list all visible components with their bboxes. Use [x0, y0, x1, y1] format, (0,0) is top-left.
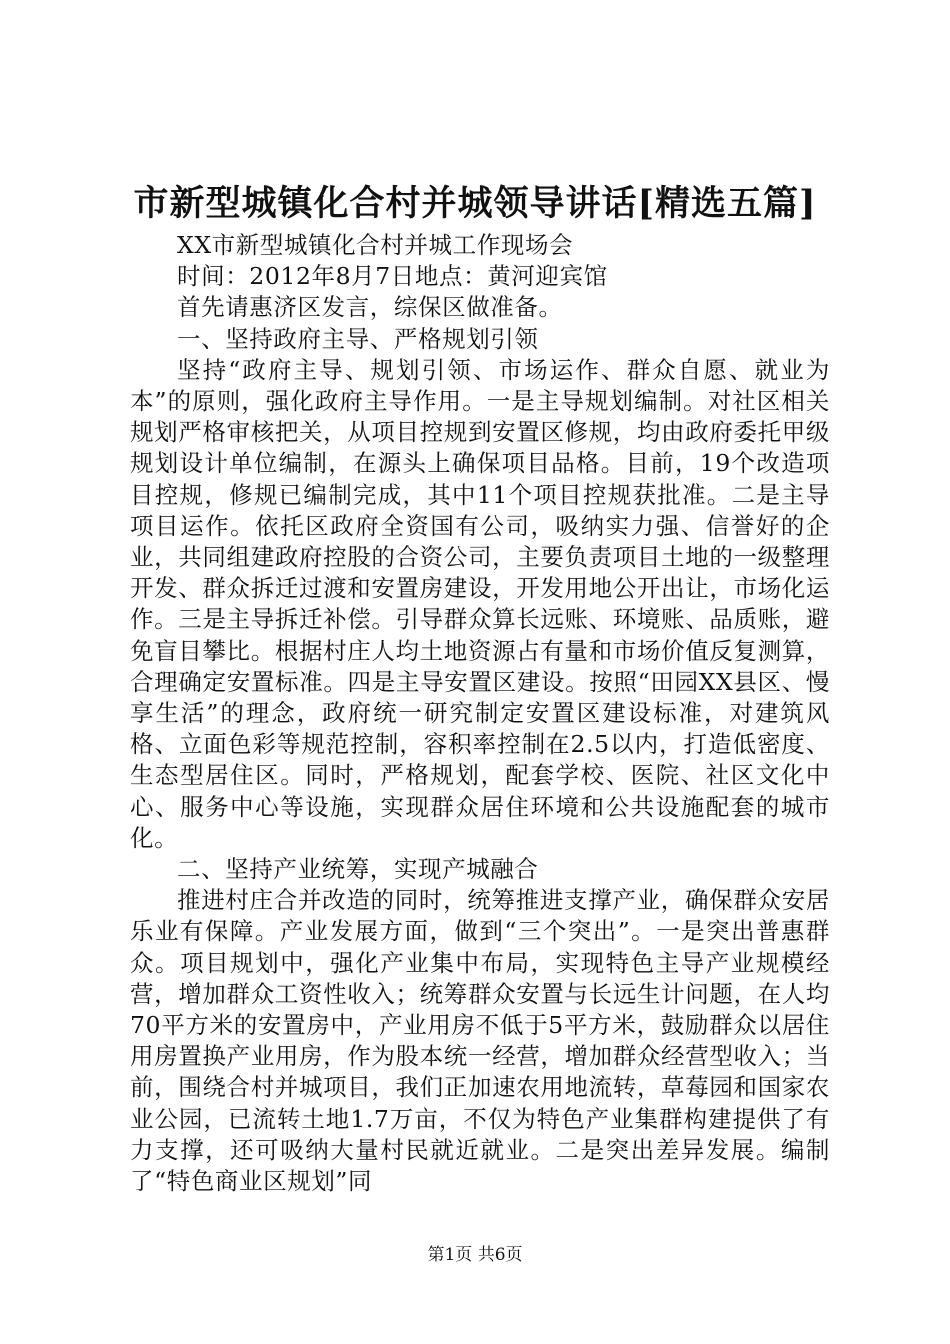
meeting-name: XX市新型城镇化合村并城工作现场会: [177, 231, 574, 259]
page-footer: 第1页 共6页: [427, 1245, 523, 1265]
document-title: 市新型城镇化合村并城领导讲话[精选五篇]: [133, 183, 817, 224]
section-heading-1: 一、坚持政府主导、严格规划引领: [177, 324, 539, 353]
meeting-time-place: 时间：2012年8月7日地点：黄河迎宾馆: [177, 262, 608, 291]
document-body: [130, 230, 830, 1197]
opening-line: 首先请惠济区发言，综保区做准备。: [177, 293, 563, 322]
section-heading-2: 二、坚持产业统筹，实现产城融合: [177, 855, 539, 884]
section-paragraph-1: 坚持“政府主导、规划引领、市场运作、群众自愿、就业为本”的原则，强化政府主导作用。一是主导规划编制。对社区相关规划严格审核把关，从项目控规到安置区修规，均由政府委托甲级规划设计单位编制，在源头上确保项目品格。目前，19个改造项目控规，修规已编制完成，其中11个项目控规获批准。二是主导项目运作。依托区政府全资国有公司，吸纳实力强、信誉好的企业，共同组建政府控股的合资公司，主要负责项目土地的一级整理开发、群众拆迁过渡和安置房建设，开发用地公开出让，市场化运作。三是主导拆迁补偿。引导群众算长远账、环境账、品质账，避免盲目攀比。根据村庄人均土地资源占有量和市场价值反复测算，合理确定安置标准。四是主导安置区建设。按照“田园XX县区、慢享生活”的理念，政府统一研究制定安置区建设标准，对建筑风格、立面色彩等规范控制，容积率控制在2.5以内，打造低密度、生态型居住区。同时，严格规划，配套学校、医院、社区文化中心、服务中心等设施，实现群众居住环境和公共设施配套的城市化。: [130, 355, 830, 852]
section-paragraph-2: 推进村庄合并改造的同时，统筹推进支撑产业，确保群众安居乐业有保障。产业发展方面，做到“三个突出”。一是突出普惠群众。项目规划中，强化产业集中布局，实现特色主导产业规模经营，增加群众工资性收入；统筹群众安置与长远生计问题，在人均70平方米的安置房中，产业用房不低于5平方米，鼓励群众以居住用房置换产业用房，作为股本统一经营，增加群众经营型收入；当前，围绕合村并城项目，我们正加速农用地流转，草莓园和国家农业公园，已流转土地1.7万亩，不仅为特色产业集群构建提供了有力支撑，还可吸纳大量村民就近就业。二是突出差异发展。编制了“特色商业区规划”同: [130, 886, 830, 1196]
